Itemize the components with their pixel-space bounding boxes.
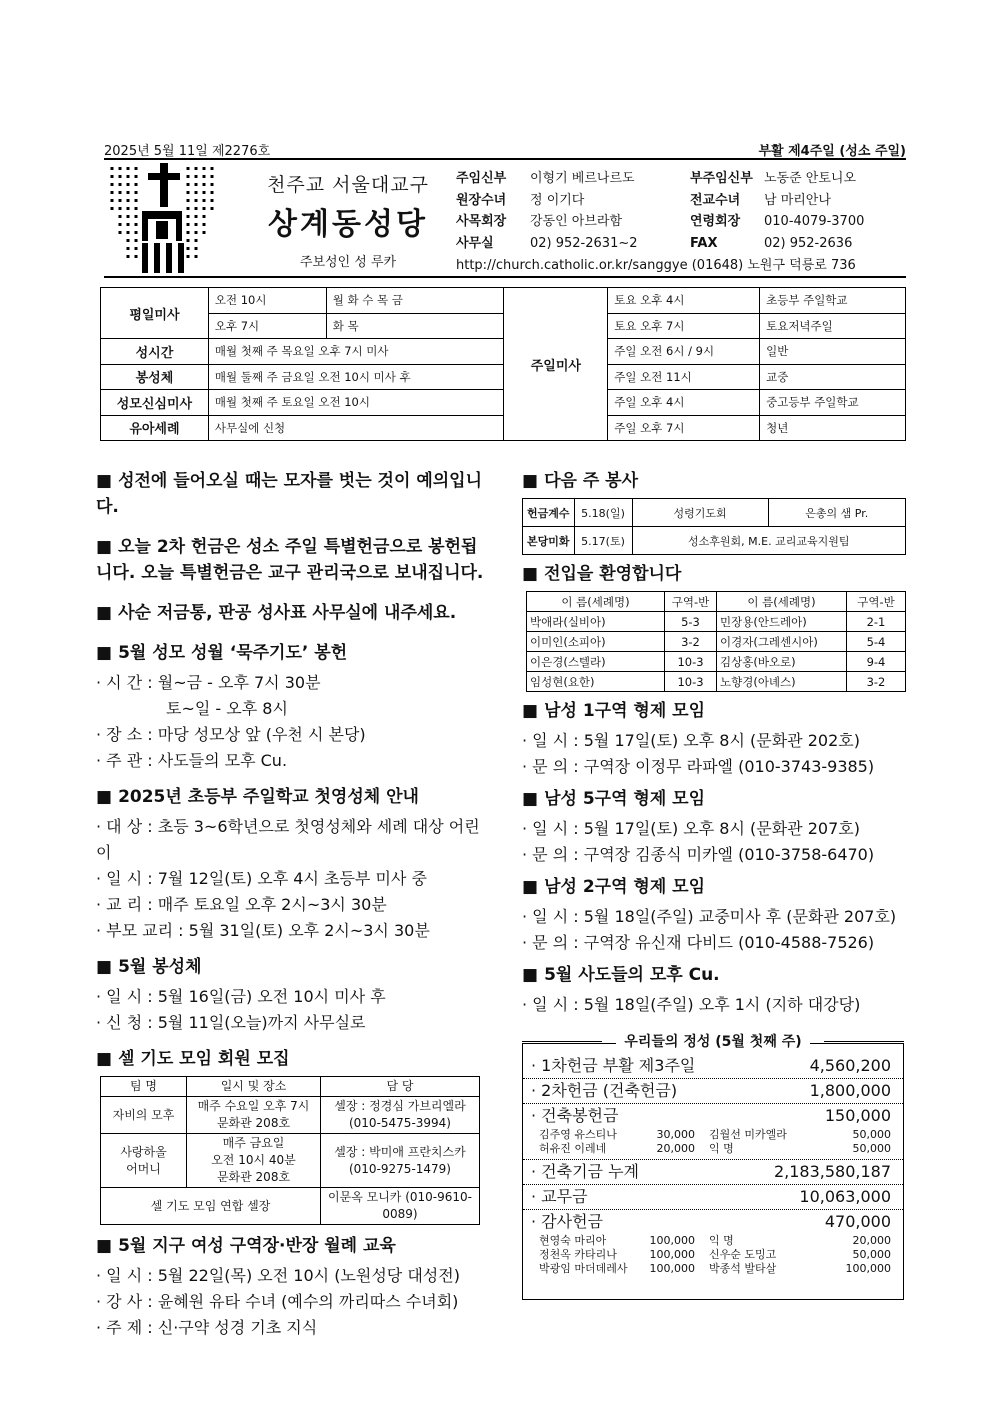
- staff-value: 노동준 안토니오: [764, 171, 857, 186]
- black-square-icon: ■: [522, 965, 539, 985]
- mass-schedule-table: [100, 287, 906, 441]
- staff-role: 원장수녀: [456, 192, 507, 208]
- diocese-name: 천주교 서울대교구: [267, 174, 429, 196]
- table-cell: 매주 금요일 오전 10시 40분 문화관 208호: [187, 1134, 321, 1188]
- table-header: 팀 명: [101, 1077, 187, 1097]
- table-cell: 은총의 샘 Pr.: [768, 499, 905, 527]
- offering-row: [523, 1210, 903, 1279]
- black-square-icon: ■: [96, 603, 113, 623]
- notice-heading: ■ 성전에 들어오실 때는 모자를 벗는 것이 예의입니다.: [96, 468, 486, 520]
- info-line: · 대 상 : 초등 3~6학년으로 첫영성체와 세례 대상 어린이: [96, 817, 480, 862]
- table-cell: 김상홍(바오로): [717, 652, 847, 672]
- weekday-days: 월 화 수 목 금: [326, 288, 504, 314]
- section-heading: ■ 5월 봉성체: [96, 954, 486, 980]
- black-square-icon: ■: [522, 877, 539, 897]
- offering-label: · 교무금: [531, 1187, 588, 1206]
- info-line: · 일 시 : 5월 17일(토) 오후 8시 (문화관 207호): [522, 819, 860, 838]
- liturgical-feast: 부활 제4주일 (성소 주일): [758, 144, 906, 159]
- patron-saint: 주보성인 성 루카: [299, 255, 397, 270]
- table-cell: 5-4: [847, 632, 906, 652]
- offering-amount: 470,000: [824, 1212, 891, 1231]
- sunday-mass-label: 주일미사: [504, 288, 608, 441]
- info-line: · 주 관 : 사도들의 모후 Cu.: [96, 751, 288, 770]
- welcome-table: [526, 591, 906, 692]
- offering-amount: 2,183,580,187: [773, 1162, 891, 1181]
- sunday-time: 토요 오후 4시: [608, 288, 760, 314]
- black-square-icon: ■: [96, 643, 113, 663]
- table-cell: 이경자(그레센시아): [717, 632, 847, 652]
- table-cell: 5.17(토): [574, 527, 632, 555]
- info-line: · 일 시 : 5월 18일(주일) 오후 1시 (지하 대강당): [522, 995, 861, 1014]
- black-square-icon: ■: [96, 787, 113, 807]
- table-cell: 셀장 : 박미애 프란치스카 (010-9275-1479): [321, 1134, 480, 1188]
- staff-value: 남 마리안나: [764, 192, 831, 208]
- church-name-block: [248, 170, 448, 270]
- table-cell: 성소후원회, M.E. 교리교육지원팀: [632, 527, 905, 555]
- offering-row: [523, 1185, 903, 1210]
- table-cell: 노향경(아녜스): [717, 672, 847, 692]
- black-square-icon: ■: [522, 789, 539, 809]
- offering-row: [523, 1079, 903, 1104]
- section-heading: ■ 다음 주 봉사: [522, 468, 910, 494]
- staff-value: 02) 952-2631~2: [530, 235, 638, 251]
- info-line: · 일 시 : 5월 17일(토) 오후 8시 (문화관 202호): [522, 731, 860, 750]
- table-cell: 박애라(실비아): [527, 612, 665, 632]
- table-header: 일시 및 장소: [187, 1077, 321, 1097]
- table-cell: 성령기도회: [632, 499, 768, 527]
- offering-box: [522, 1043, 904, 1300]
- section-heading: ■ 5월 성모 성월 ‘묵주기도’ 봉헌: [96, 640, 486, 666]
- black-square-icon: ■: [96, 957, 113, 977]
- table-header: 이 름(세례명): [717, 592, 847, 612]
- section-heading: ■ 남성 2구역 형제 모임: [522, 874, 910, 900]
- table-cell: 3-2: [847, 672, 906, 692]
- schedule-text: 매월 첫째 주 토요일 오전 10시: [208, 390, 504, 416]
- table-header: 담 당: [321, 1077, 480, 1097]
- sunday-group: 일반: [760, 339, 906, 365]
- info-line: · 일 시 : 5월 16일(금) 오전 10시 미사 후: [96, 987, 386, 1006]
- sunday-group: 청년: [760, 415, 906, 441]
- info-line: · 부모 교리 : 5월 31일(토) 오후 2시~3시 30분: [96, 921, 430, 940]
- masthead-line: [104, 140, 906, 160]
- sunday-time: 주일 오후 7시: [608, 415, 760, 441]
- section-heading: ■ 남성 1구역 형제 모임: [522, 698, 910, 724]
- offering-label: · 2차헌금 (건축헌금): [531, 1081, 678, 1100]
- staff-role: 주임신부: [456, 171, 507, 186]
- weekday-time: 오후 7시: [208, 313, 326, 339]
- donor-list: 현영숙 마리아 100,000 익 명 20,000 정천옥 카타리나 100,000 신우순 도밍고 50,000 박광임 마더데레사 100,000 박종석 발타살 100,000: [539, 1234, 891, 1275]
- info-line: · 일 시 : 7월 12일(토) 오후 4시 초등부 미사 중: [96, 869, 427, 888]
- sunday-time: 주일 오전 11시: [608, 364, 760, 390]
- staff-role: 부주임신부: [690, 171, 753, 186]
- black-square-icon: ■: [96, 1236, 113, 1256]
- church-cross-logo: [108, 163, 216, 275]
- table-cell: 본당미화: [523, 527, 575, 555]
- table-cell: 이문옥 모니카 (010-9610-0089): [321, 1188, 480, 1225]
- masthead-rule: [104, 158, 906, 160]
- left-column: [96, 468, 486, 1341]
- table-cell: 9-4: [847, 652, 906, 672]
- offering-title: [522, 1031, 904, 1051]
- weekday-time: 오전 10시: [208, 288, 326, 314]
- table-cell: 이미인(소피아): [527, 632, 665, 652]
- info-line: · 일 시 : 5월 22일(목) 오전 10시 (노원성당 대성전): [96, 1266, 460, 1285]
- staff-role: FAX: [690, 235, 718, 251]
- schedule-text: 사무실에 신청: [208, 415, 504, 441]
- table-cell: 5.18(일): [574, 499, 632, 527]
- offering-title-text: 우리들의 정성 (5월 첫째 주): [616, 1034, 809, 1050]
- table-header: 구역-반: [665, 592, 717, 612]
- table-header: 이 름(세례명): [527, 592, 665, 612]
- section-heading: ■ 셀 기도 모임 회원 모집: [96, 1046, 486, 1072]
- info-line: · 주 제 : 신·구약 성경 기초 지식: [96, 1318, 318, 1337]
- sunday-group: 토요저녁주일: [760, 313, 906, 339]
- offering-amount: 150,000: [824, 1106, 891, 1125]
- info-line: · 강 사 : 윤혜원 유타 수녀 (예수의 까리따스 수녀회): [96, 1292, 459, 1311]
- staff-value: 02) 952-2636: [764, 235, 853, 251]
- table-cell: 셀장 : 정경심 가브리엘라 (010-5475-3994): [321, 1097, 480, 1134]
- section-heading: ■ 전입을 환영합니다: [522, 561, 910, 587]
- table-cell: 3-2: [665, 632, 717, 652]
- info-line: · 문 의 : 구역장 이정무 라파엘 (010-3743-9385): [522, 757, 875, 776]
- black-square-icon: ■: [96, 537, 113, 557]
- staff-role: 사무실: [456, 235, 494, 251]
- info-line: · 일 시 : 5월 18일(주일) 교중미사 후 (문화관 207호): [522, 907, 897, 926]
- cell-prayer-table: [100, 1076, 480, 1225]
- black-square-icon: ■: [96, 471, 113, 491]
- offering-label: · 감사헌금: [531, 1212, 603, 1231]
- black-square-icon: ■: [522, 471, 539, 491]
- notice-heading: ■ 사순 저금통, 판공 성사표 사무실에 내주세요.: [96, 600, 486, 626]
- table-cell: 셀 기도 모임 연합 셀장: [101, 1188, 321, 1225]
- table-cell: 매주 수요일 오후 7시 문화관 208호: [187, 1097, 321, 1134]
- table-cell: 10-3: [665, 672, 717, 692]
- staff-list-right: [690, 168, 864, 254]
- offering-amount: 4,560,200: [809, 1056, 891, 1075]
- issue-date: 2025년 5월 11일 제2276호: [104, 144, 271, 159]
- offering-label: · 1차헌금 부활 제3주일: [531, 1056, 696, 1075]
- sunday-time: 주일 오전 6시 / 9시: [608, 339, 760, 365]
- offering-label: · 건축기금 누계: [531, 1162, 639, 1181]
- staff-value: 강동인 아브라함: [530, 214, 623, 229]
- offering-row: [523, 1160, 903, 1185]
- table-cell: 사랑하올 어머니: [101, 1134, 187, 1188]
- staff-role: 연령회장: [690, 214, 741, 229]
- sunday-time: 주일 오후 4시: [608, 390, 760, 416]
- table-cell: 이은경(스텔라): [527, 652, 665, 672]
- weekday-mass-label: 평일미사: [101, 288, 209, 339]
- sunday-group: 중고등부 주일학교: [760, 390, 906, 416]
- header-rule: [104, 276, 906, 278]
- table-cell: 헌금계수: [523, 499, 575, 527]
- staff-role: 전교수녀: [690, 192, 741, 208]
- info-line: · 교 리 : 매주 토요일 오후 2시~3시 30분: [96, 895, 387, 914]
- section-heading: ■ 5월 사도들의 모후 Cu.: [522, 962, 910, 988]
- black-square-icon: ■: [522, 564, 539, 584]
- info-line: · 문 의 : 구역장 김종식 미카엘 (010-3758-6470): [522, 845, 875, 864]
- table-cell: 5-3: [665, 612, 717, 632]
- staff-value: 010-4079-3700: [764, 214, 865, 229]
- table-cell: 10-3: [665, 652, 717, 672]
- table-cell: 임성현(요한): [527, 672, 665, 692]
- right-column: [522, 468, 910, 1018]
- schedule-label: 성시간: [101, 339, 209, 365]
- section-heading: ■ 5월 지구 여성 구역장·반장 월례 교육: [96, 1233, 486, 1259]
- info-line: · 신 청 : 5월 11일(오늘)까지 사무실로: [96, 1013, 366, 1032]
- info-line: · 문 의 : 구역장 유신재 다비드 (010-4588-7526): [522, 933, 875, 952]
- schedule-text: 매월 둘째 주 금요일 오전 10시 미사 후: [208, 364, 504, 390]
- black-square-icon: ■: [96, 1049, 113, 1069]
- section-heading: ■ 남성 5구역 형제 모임: [522, 786, 910, 812]
- staff-value: 이형기 베르나르도: [530, 171, 635, 186]
- offering-row: [523, 1104, 903, 1160]
- table-cell: 2-1: [847, 612, 906, 632]
- weekday-days: 화 목: [326, 313, 504, 339]
- info-line: · 시 간 : 월~금 - 오후 7시 30분: [96, 673, 321, 692]
- sunday-time: 토요 오후 7시: [608, 313, 760, 339]
- offering-amount: 1,800,000: [809, 1081, 891, 1100]
- black-square-icon: ■: [522, 701, 539, 721]
- offering-row: [523, 1054, 903, 1079]
- schedule-label: 봉성체: [101, 364, 209, 390]
- section-heading: ■ 2025년 초등부 주일학교 첫영성체 안내: [96, 784, 486, 810]
- sunday-group: 교중: [760, 364, 906, 390]
- schedule-label: 성모신심미사: [101, 390, 209, 416]
- offering-amount: 10,063,000: [799, 1187, 891, 1206]
- church-name: 상계동성당: [268, 207, 428, 242]
- staff-list-left: [456, 168, 638, 254]
- offering-label: · 건축봉헌금: [531, 1106, 619, 1125]
- sunday-group: 초등부 주일학교: [760, 288, 906, 314]
- staff-role: 사목회장: [456, 214, 507, 229]
- service-table: [522, 498, 906, 555]
- church-url-address[interactable]: http://church.catholic.or.kr/sanggye (01648) 노원구 덕릉로 736: [456, 258, 856, 273]
- info-line: · 장 소 : 마당 성모상 앞 (우천 시 본당): [96, 725, 366, 744]
- table-cell: 자비의 모후: [101, 1097, 187, 1134]
- notice-heading: ■ 오늘 2차 헌금은 성소 주일 특별헌금으로 봉헌됩니다. 오늘 특별헌금은 교구 관리국으로 보내집니다.: [96, 534, 486, 586]
- table-header: 구역-반: [847, 592, 906, 612]
- donor-list: 김주영 유스티나 30,000 김월선 미카엘라 50,000 허유진 이레네 20,000 익 명 50,000: [539, 1128, 891, 1155]
- staff-value: 정 이기다: [530, 192, 585, 208]
- schedule-text: 매월 첫째 주 목요일 오후 7시 미사: [208, 339, 504, 365]
- schedule-label: 유아세례: [101, 415, 209, 441]
- table-cell: 민장용(안드레아): [717, 612, 847, 632]
- info-line: 토~일 - 오후 8시: [166, 699, 288, 718]
